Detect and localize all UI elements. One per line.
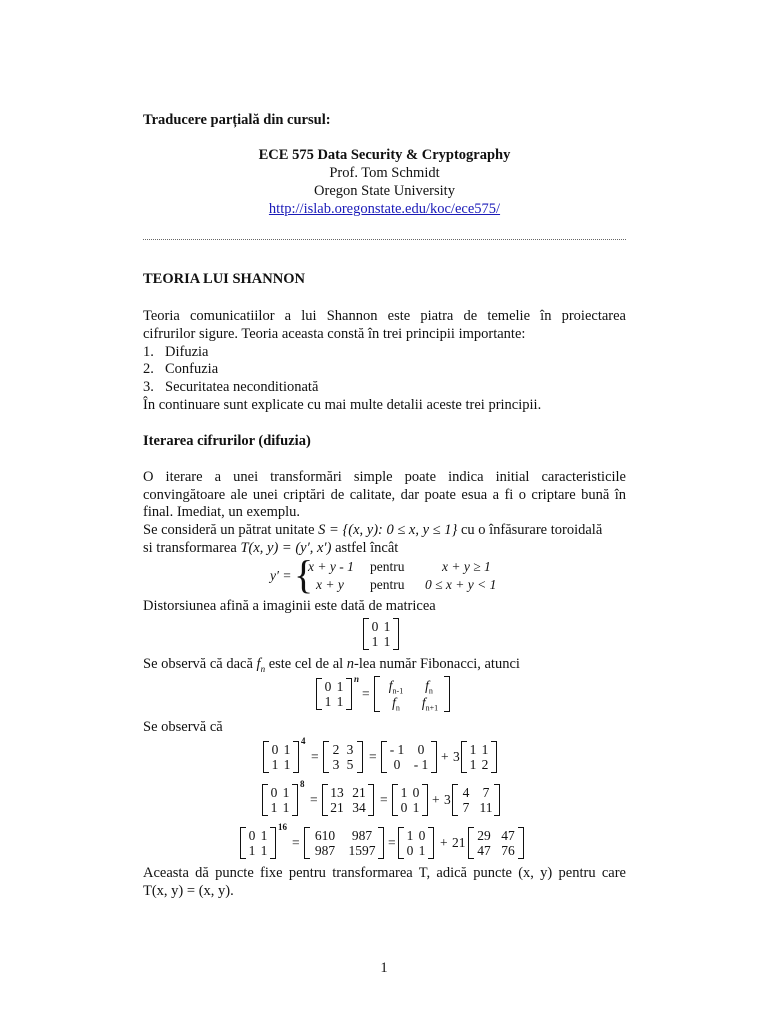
matrix-cell: 13 xyxy=(330,785,344,800)
piecewise-lhs: y′ = xyxy=(270,568,292,583)
piecewise-equation xyxy=(270,552,530,597)
list-item xyxy=(143,378,626,396)
matrix-cell: 2 xyxy=(481,757,489,772)
matrix-power: 8 xyxy=(300,779,305,789)
equals-sign: = xyxy=(310,792,318,807)
identity-matrix xyxy=(381,741,437,773)
paragraph-line xyxy=(143,539,626,557)
matrix-cell: 3 xyxy=(332,757,340,772)
basis-matrix xyxy=(468,827,524,859)
paragraph-line xyxy=(143,521,626,539)
base-matrix xyxy=(262,784,298,816)
paragraph-line xyxy=(143,655,626,678)
coefficient: 21 xyxy=(452,835,466,850)
equals-sign: = xyxy=(388,835,396,850)
matrix-cell: 3 xyxy=(346,742,354,757)
matrix-cell: 1 xyxy=(271,757,279,772)
professor-name: Prof. Tom Schmidt xyxy=(329,165,440,181)
matrix-cell: 1 xyxy=(324,694,332,709)
matrix-cell: 7 xyxy=(462,800,470,815)
university-name: Oregon State University xyxy=(314,183,455,199)
matrix-cell: 1 xyxy=(469,742,477,757)
set-definition: S = {(x, y): 0 ≤ x, y ≤ 1} xyxy=(318,522,458,538)
text-span: Se observă că dacă xyxy=(143,656,257,672)
text-span: este cel de al xyxy=(265,656,347,672)
paragraph-line: Se observă că xyxy=(143,719,223,735)
matrix-cell: 1 xyxy=(336,694,344,709)
plus-sign: + xyxy=(440,835,448,850)
matrix-cell: 610 xyxy=(314,828,336,843)
equals-sign: = xyxy=(380,792,388,807)
matrix-cell: 47 xyxy=(477,843,491,858)
equation-power-8 xyxy=(262,779,512,818)
text-span: astfel încât xyxy=(331,540,399,556)
list-text: Confuzia xyxy=(165,361,219,377)
matrix-cell: 0 xyxy=(412,785,420,800)
fib-subscript: n xyxy=(260,663,266,674)
dotted-separator xyxy=(143,239,626,240)
matrix-cell: 1 xyxy=(260,828,268,843)
paragraph-line: T(x, y) = (x, y). xyxy=(143,883,234,899)
matrix-cell: 1 xyxy=(283,742,291,757)
matrix-cell: 2 xyxy=(332,742,340,757)
matrix-cell: 1 xyxy=(283,757,291,772)
matrix-cell: 0 xyxy=(270,785,278,800)
matrix-cell: 1 xyxy=(282,800,290,815)
case1-expression: x + y - 1 xyxy=(308,559,354,574)
matrix-cell: 0 xyxy=(400,800,408,815)
matrix-cell: 1 xyxy=(383,619,391,634)
matrix-cell: 1 xyxy=(282,785,290,800)
matrix-power: 4 xyxy=(301,736,306,746)
paragraph-line: Teoria comunicatiilor a lui Shannon este piatra de temelie în proiectarea xyxy=(143,308,626,324)
course-url-line xyxy=(143,200,626,218)
plus-sign: + xyxy=(441,749,449,764)
result-matrix xyxy=(304,827,384,859)
matrix-cell: 0 xyxy=(418,828,426,843)
base-matrix xyxy=(316,678,352,710)
matrix-cell: 1597 xyxy=(348,843,376,858)
coefficient: 3 xyxy=(453,749,460,764)
intro-heading: Traducere parțială din cursul: xyxy=(143,112,331,128)
matrix-cell: 0 xyxy=(406,843,414,858)
paragraph-line: În continuare sunt explicate cu mai multe detalii aceste trei principii. xyxy=(143,397,542,413)
matrix-cell: 1 xyxy=(248,843,256,858)
result-matrix xyxy=(323,741,363,773)
matrix-cell: 29 xyxy=(477,828,491,843)
matrix-cell: 1 xyxy=(406,828,414,843)
course-title: ECE 575 Data Security & Cryptography xyxy=(258,147,511,163)
matrix-cell: 5 xyxy=(346,757,354,772)
list-item xyxy=(143,343,626,361)
base-matrix xyxy=(363,618,399,650)
matrix-cell: 0 xyxy=(371,619,379,634)
paragraph-line: Distorsiunea afină a imaginii este dată de matricea xyxy=(143,598,436,614)
list-number: 2. xyxy=(143,361,154,377)
case1-word: pentru xyxy=(370,559,405,574)
fib-symbol: f xyxy=(256,656,261,672)
coefficient: 3 xyxy=(444,792,451,807)
page-number: 1 xyxy=(380,960,388,976)
text-span: cu o înfăsurare toroidală xyxy=(457,522,603,538)
matrix-cell: 1 xyxy=(469,757,477,772)
list-number: 1. xyxy=(143,344,154,360)
equals-sign: = xyxy=(292,835,300,850)
matrix-cell: - 1 xyxy=(413,757,429,772)
matrix-cell: 21 xyxy=(330,800,344,815)
section-title-shannon: TEORIA LUI SHANNON xyxy=(143,271,305,287)
identity-matrix xyxy=(398,827,434,859)
matrix-cell: 47 xyxy=(501,828,515,843)
paragraph-line: final. Imediat, un exemplu. xyxy=(143,504,301,520)
equals-sign: = xyxy=(369,749,377,764)
matrix-cell: 34 xyxy=(352,800,366,815)
matrix-cell: 0 xyxy=(324,679,332,694)
paragraph-line: convingătoare ale unei criptări de calitate, dar poate esua a fi o criptare bună în xyxy=(143,487,626,503)
matrix-cell: 1 xyxy=(270,800,278,815)
matrix-cell: 11 xyxy=(479,800,493,815)
matrix-cell: 1 xyxy=(481,742,489,757)
matrix-cell: 1 xyxy=(260,843,268,858)
base-matrix xyxy=(240,827,276,859)
matrix-cell: 7 xyxy=(482,785,490,800)
matrix-cell: 1 xyxy=(383,634,391,649)
plus-sign: + xyxy=(432,792,440,807)
course-url-link[interactable]: http://islab.oregonstate.edu/koc/ece575/ xyxy=(268,201,501,217)
equation-power-16 xyxy=(240,822,530,861)
section-title-iteration: Iterarea cifrurilor (difuzia) xyxy=(143,433,311,449)
identity-matrix xyxy=(392,784,428,816)
list-number: 3. xyxy=(143,379,154,395)
list-text: Securitatea neconditionată xyxy=(165,379,319,395)
curly-brace: { xyxy=(294,552,314,597)
text-span: Se consideră un pătrat unitate xyxy=(143,522,319,538)
transform-definition: T(x, y) = (y′, x′) xyxy=(240,540,332,556)
paragraph-line: O iterare a unei transformări simple poate indica initial caracteristicile xyxy=(143,469,626,485)
base-matrix xyxy=(263,741,299,773)
basis-matrix xyxy=(461,741,497,773)
matrix-power: 16 xyxy=(278,822,287,832)
matrix-cell: 0 xyxy=(248,828,256,843)
equals-sign: = xyxy=(311,749,319,764)
basis-matrix xyxy=(452,784,500,816)
case1-condition: x + y ≥ 1 xyxy=(442,559,491,574)
matrix-cell: 1 xyxy=(412,800,420,815)
equals-sign: = xyxy=(362,686,370,701)
matrix-cell: 987 xyxy=(314,843,336,858)
matrix-cell: 1 xyxy=(418,843,426,858)
result-matrix xyxy=(322,784,374,816)
matrix-cell: 4 xyxy=(462,785,470,800)
matrix-power: n xyxy=(354,674,360,684)
fibonacci-equation xyxy=(316,676,456,714)
matrix-cell: 1 xyxy=(371,634,379,649)
paragraph-line: cifrurilor sigure. Teoria aceasta constă în trei principii importante: xyxy=(143,326,526,342)
fibonacci-result-matrix: $f_{n-1}$ $f_n$ $f_n$ $f_{n+1}$ xyxy=(374,676,450,712)
case2-expression: x + y xyxy=(316,577,344,592)
case2-condition: 0 ≤ x + y < 1 xyxy=(425,577,497,592)
list-text: Difuzia xyxy=(165,344,209,360)
matrix-cell: 0 xyxy=(417,742,425,757)
paragraph-line: Aceasta dă puncte fixe pentru transformarea T, adică puncte (x, y) pentru care xyxy=(143,865,626,881)
text-span: -lea număr Fibonacci, atunci xyxy=(354,656,520,672)
matrix-cell: 0 xyxy=(271,742,279,757)
matrix-cell: 21 xyxy=(352,785,366,800)
case2-word: pentru xyxy=(370,577,405,592)
matrix-cell: 1 xyxy=(336,679,344,694)
list-item xyxy=(143,360,626,378)
n-symbol: n xyxy=(346,656,355,672)
matrix-cell: 0 xyxy=(393,757,401,772)
text-span: si transformarea xyxy=(143,540,241,556)
matrix-cell: 987 xyxy=(351,828,373,843)
matrix-cell: 1 xyxy=(400,785,408,800)
equation-power-4 xyxy=(263,736,503,775)
matrix-cell: - 1 xyxy=(389,742,405,757)
matrix-cell: 76 xyxy=(501,843,515,858)
